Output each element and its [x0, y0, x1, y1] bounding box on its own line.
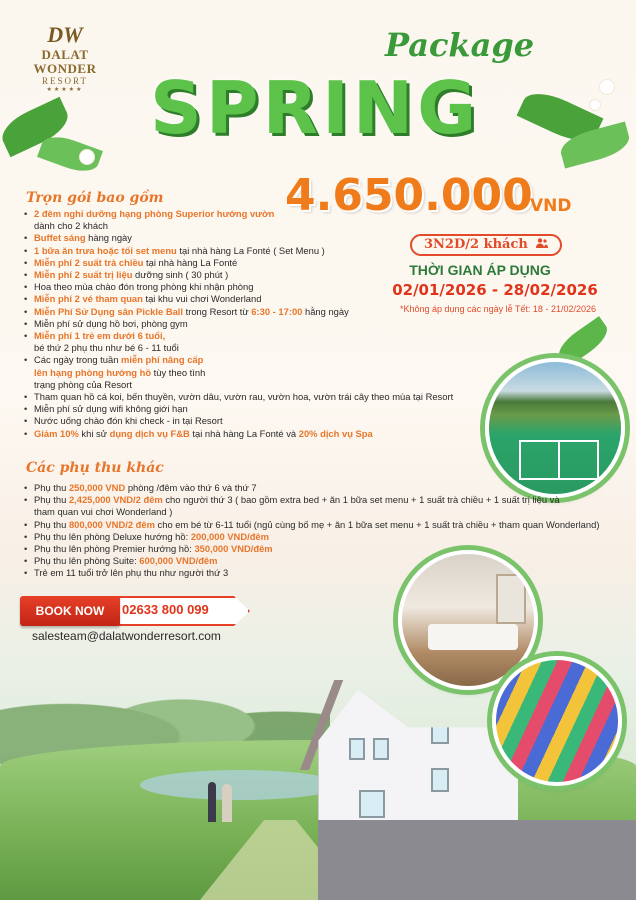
list-item: • Hoa theo mùa chào đón trong phòng khi nhận phòng: [24, 281, 369, 293]
list-item: • Miễn phí 2 suất trị liệu dưỡng sinh ( 30 phút ): [24, 269, 369, 281]
includes-list: [24, 208, 454, 440]
list-item: • Nước uống chào đón khi check - in tại Resort: [24, 415, 369, 427]
logo-stars: ★★★★★: [46, 87, 84, 93]
surcharges-list: [24, 482, 624, 580]
flower-icon: [600, 80, 614, 94]
list-item: • Trẻ em 11 tuổi trở lên phụ thu như người thứ 3: [24, 567, 624, 579]
package-title: Package: [385, 26, 535, 64]
list-item: • Phụ thu lên phòng Premier hướng hồ: 350,000 VND/đêm: [24, 543, 624, 555]
list-item: • Phụ thu 800,000 VND/2 đêm cho em bé từ 6-11 tuổi (ngủ cùng bố mẹ + ăn 1 bữa set menu + 1 suất trà chiều + tham quan Wonderland): [24, 519, 624, 531]
list-item: • Giảm 10% khi sử dụng dịch vụ F&B tại nhà hàng La Fonté và 20% dịch vụ Spa: [24, 428, 484, 440]
resort-logo: [10, 22, 120, 94]
list-item: • Các ngày trong tuần miễn phí nâng cấp lên hạng phòng hướng hồ tùy theo tình trạng phòng của Resort: [24, 354, 369, 391]
book-now-button[interactable]: BOOK NOW: [20, 596, 120, 626]
stay-badge: [410, 234, 562, 256]
list-item: • Phụ thu 2,425,000 VND/2 đêm cho người thứ 3 ( bao gồm extra bed + ăn 1 bữa set menu + 1 suất trà chiều + 1 suất trị liệu và tham quan vui chơi Wonderland ): [24, 494, 624, 518]
list-item: • Tham quan hồ cá koi, bến thuyền, vườn dâu, vườn rau, vườn hoa, vườn trái cây theo mùa tại Resort: [24, 391, 484, 403]
package-price: 4.650.000: [285, 170, 533, 221]
apply-period-title: THỜI GIAN ÁP DỤNG: [409, 262, 551, 278]
phone-link[interactable]: 02633 800 099: [122, 602, 209, 617]
list-item: • Miễn phí 1 trẻ em dưới 6 tuổi, bé thứ 2 phụ thu như bé 6 - 11 tuổi: [24, 330, 369, 354]
list-item: • 1 bữa ăn trưa hoặc tối set menu tại nhà hàng La Fonté ( Set Menu ): [24, 245, 369, 257]
apply-dates: 02/01/2026 - 28/02/2026: [392, 281, 598, 299]
couple-walking: [222, 784, 232, 822]
spring-title: SPRING: [150, 66, 481, 150]
list-item: • Miễn phí sử dụng wifi không giới hạn: [24, 403, 369, 415]
list-item: • Miễn phí sử dụng hồ bơi, phòng gym: [24, 318, 369, 330]
list-item: • Miễn Phí Sử Dụng sân Pickle Ball trong Resort từ 6:30 - 17:00 hằng ngày: [24, 306, 369, 318]
surcharges-heading: Các phụ thu khác: [26, 460, 164, 476]
list-item: • Phụ thu 250,000 VND phòng /đêm vào thứ 6 và thứ 7: [24, 482, 624, 494]
stay-label: 3N2D/2 khách: [424, 237, 528, 252]
list-item: • Phụ thu lên phòng Deluxe hướng hồ: 200,000 VND/đêm: [24, 531, 624, 543]
price-currency: VND: [530, 196, 572, 216]
pickleball-court-photo: [485, 358, 625, 498]
logo-name: DALAT WONDER: [33, 47, 97, 76]
list-item: • Miễn phí 2 vé tham quan tại khu vui chơi Wonderland: [24, 293, 369, 305]
email-link[interactable]: salesteam@dalatwonderresort.com: [32, 629, 221, 643]
flower-icon: [80, 150, 94, 164]
list-item: • Phụ thu lên phòng Suite: 600,000 VND/đêm: [24, 555, 624, 567]
lake: [140, 770, 340, 800]
villa-stone-base: [318, 820, 636, 900]
list-item: • Buffet sáng hàng ngày: [24, 232, 369, 244]
kids-play-area-photo: [492, 656, 622, 786]
logo-sub: RESORT: [42, 76, 88, 86]
includes-heading: Trọn gói bao gồm: [26, 190, 164, 206]
logo-monogram: DW: [47, 22, 83, 47]
couple-walking: [208, 782, 216, 822]
list-item: • 2 đêm nghỉ dưỡng hạng phòng Superior hướng vườn dành cho 2 khách: [24, 208, 369, 232]
flower-icon: [590, 100, 600, 110]
users-icon: [536, 237, 548, 249]
list-item: • Miễn phí 2 suất trà chiều tại nhà hàng La Fonté: [24, 257, 369, 269]
apply-note: *Không áp dụng các ngày lễ Tết: 18 - 21/02/2026: [400, 304, 596, 314]
